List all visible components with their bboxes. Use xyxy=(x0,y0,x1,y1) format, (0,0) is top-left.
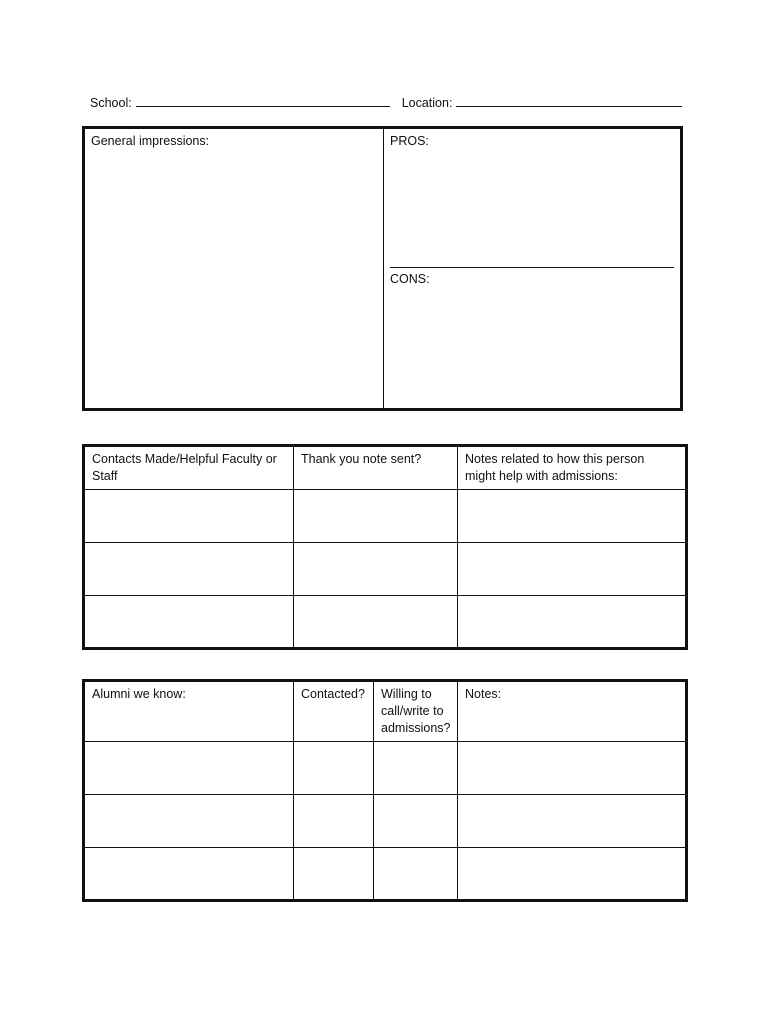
location-label: Location: xyxy=(401,96,453,110)
table-cell[interactable] xyxy=(294,543,458,596)
alumni-header-row xyxy=(84,681,687,742)
table-cell[interactable] xyxy=(374,848,458,901)
alumni-col-header: Alumni we know: xyxy=(84,681,294,742)
general-impressions-label: General impressions: xyxy=(91,134,210,148)
table-row xyxy=(84,490,687,543)
location-field[interactable] xyxy=(456,94,682,107)
table-cell[interactable] xyxy=(294,596,458,649)
table-row xyxy=(84,596,687,649)
table-cell[interactable] xyxy=(294,795,374,848)
table-cell[interactable] xyxy=(294,490,458,543)
pros-cons-divider xyxy=(390,267,674,268)
thank-you-col-header: Thank you note sent? xyxy=(294,446,458,490)
table-cell[interactable] xyxy=(294,848,374,901)
table-cell[interactable] xyxy=(458,543,687,596)
header-line xyxy=(90,94,690,110)
contacts-col-header: Contacts Made/Helpful Faculty or Staff xyxy=(84,446,294,490)
pros-label: PROS: xyxy=(390,134,429,148)
table-cell[interactable] xyxy=(458,596,687,649)
table-row xyxy=(84,543,687,596)
table-cell[interactable] xyxy=(294,742,374,795)
contacts-header-row xyxy=(84,446,687,490)
table-cell[interactable] xyxy=(84,848,294,901)
willing-col-header: Willing to call/write to admissions? xyxy=(374,681,458,742)
contacts-table xyxy=(82,444,688,650)
cons-label: CONS: xyxy=(390,272,430,286)
table-row xyxy=(84,742,687,795)
contact-notes-col-header: Notes related to how this person might help with admissions: xyxy=(458,446,687,490)
table-cell[interactable] xyxy=(374,795,458,848)
table-cell[interactable] xyxy=(84,490,294,543)
table-cell[interactable] xyxy=(458,742,687,795)
alumni-notes-col-header: Notes: xyxy=(458,681,687,742)
table-cell[interactable] xyxy=(84,742,294,795)
school-label: School: xyxy=(90,96,132,110)
table-row xyxy=(84,848,687,901)
table-cell[interactable] xyxy=(84,795,294,848)
table-cell[interactable] xyxy=(84,596,294,649)
general-impressions-area[interactable] xyxy=(85,129,384,408)
table-cell[interactable] xyxy=(458,848,687,901)
table-cell[interactable] xyxy=(458,490,687,543)
impressions-box xyxy=(82,126,683,411)
alumni-table xyxy=(82,679,688,902)
table-row xyxy=(84,795,687,848)
contacted-col-header: Contacted? xyxy=(294,681,374,742)
table-cell[interactable] xyxy=(374,742,458,795)
table-cell[interactable] xyxy=(84,543,294,596)
school-field[interactable] xyxy=(136,94,390,107)
pros-cons-area xyxy=(384,129,680,408)
table-cell[interactable] xyxy=(458,795,687,848)
